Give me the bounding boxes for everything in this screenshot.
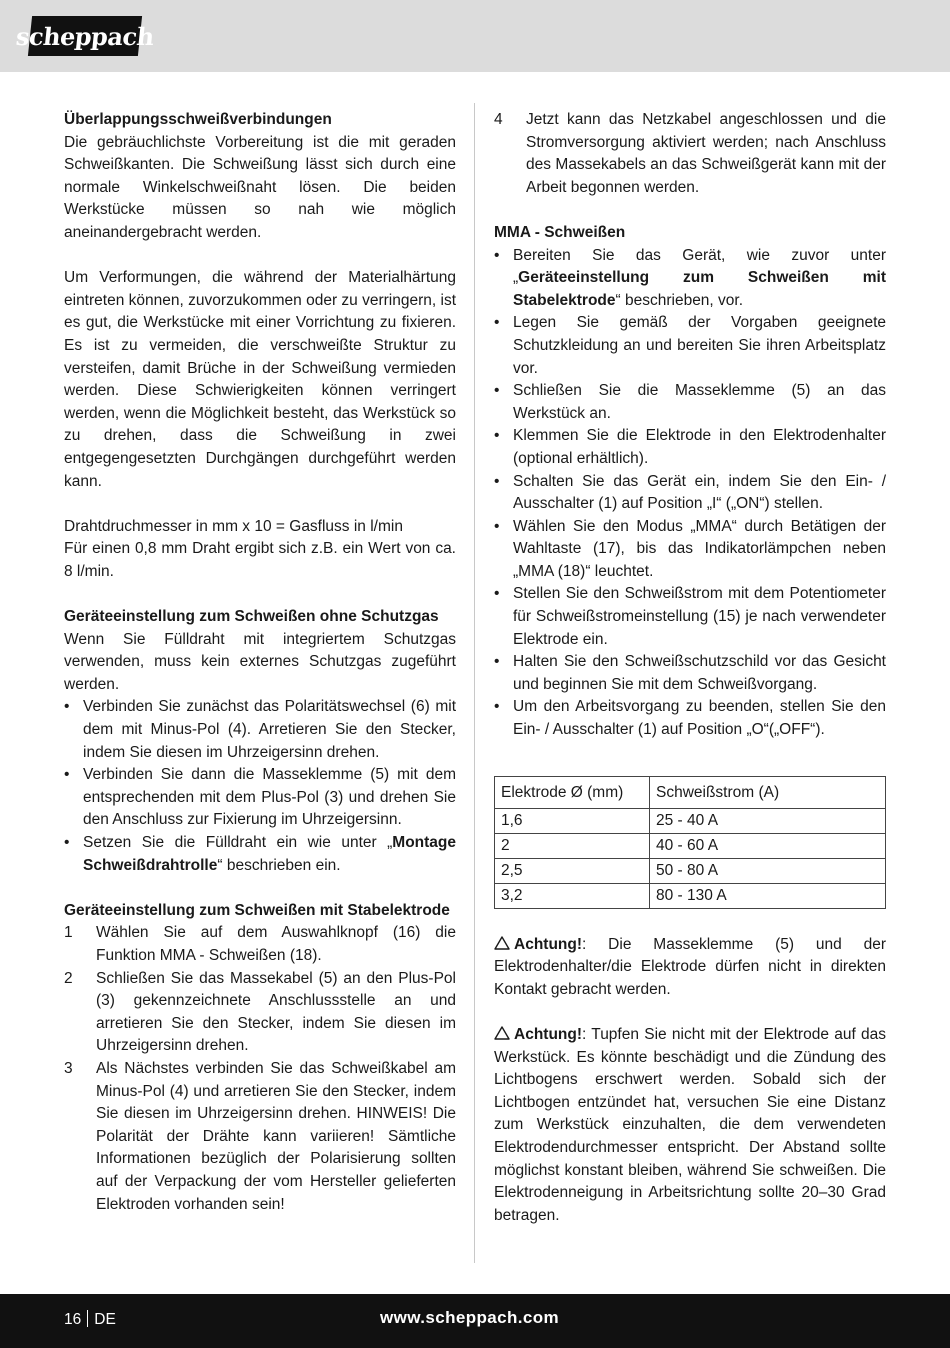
- electrode-current-table: [494, 776, 886, 909]
- table-row: [495, 883, 886, 908]
- right-column: [494, 109, 886, 1227]
- warning-triangle-icon: [494, 1026, 510, 1040]
- list-item: • Klemmen Sie die Elektrode in den Elektrodenhalter (optional erhältlich).: [494, 425, 886, 470]
- section-text-no-gas: Wenn Sie Fülldraht mit integriertem Schutzgas verwenden, muss kein externes Schutzgas zugeführt werden.: [64, 630, 456, 693]
- column-divider: [474, 103, 475, 1263]
- table-cell: 40 - 60 A: [650, 833, 886, 858]
- left-column: [64, 109, 456, 1216]
- reference-setup: Geräteeinstellung zum Schweißen mit Stabelektrode: [513, 269, 886, 309]
- gas-flow-example: Für einen 0,8 mm Draht ergibt sich z.B. ein Wert von ca. 8 l/min.: [64, 540, 456, 580]
- list-item: • Bereiten Sie das Gerät, wie zuvor unter „Geräteeinstellung zum Schweißen mit Stabelektrode“ beschrieben, vor.: [494, 245, 886, 313]
- stick-electrode-steps: [64, 922, 456, 1216]
- mma-bullet-list: [494, 245, 886, 742]
- section-title-overlap-welds: Überlappungsschweißverbindungen: [64, 111, 332, 128]
- scheppach-logo: scheppach: [28, 16, 142, 56]
- section-text-overlap-welds: Die gebräuchlichste Vorbereitung ist die mit geraden Schweißkanten. Die Schweißung lässt sich durch eine normale Winkelschweißnaht lösen. Die beiden Werkstücke müssen so nah wie möglich aneinandergebracht werden.: [64, 133, 456, 241]
- section-title-no-gas: Geräteeinstellung zum Schweißen ohne Schutzgas: [64, 608, 439, 626]
- list-item: 1 Wählen Sie auf dem Auswahlknopf (16) die Funktion MMA - Schweißen (18).: [64, 924, 456, 964]
- table-cell: 80 - 130 A: [650, 883, 886, 908]
- list-item: 2 Schließen Sie das Massekabel (5) an den Plus-Pol (3) gekennzeichnete Anschlussstelle an und arretieren Sie den Stecker, indem Sie diesen im Uhrzeigersinn drehen.: [64, 969, 456, 1055]
- gas-flow-formula: Drahtdruchmesser in mm x 10 = Gasfluss in l/min: [64, 517, 403, 535]
- warning-triangle-icon: [494, 936, 510, 950]
- warning-contact: Achtung!: Die Masseklemme (5) und der Elektrodenhalter/die Elektrode dürfen nicht in direkten Kontakt gebracht werden.: [494, 935, 886, 998]
- list-item: 3 Als Nächstes verbinden Sie das Schweißkabel am Minus-Pol (4) und arretieren Sie den Stecker, indem Sie diesen im Uhrzeigersinn drehen. HINWEIS! Die Polarität der Drähte kann variieren! Sämtliche Informationen bezüglich der Polarisierung sollten auf der Verpackung der vom Hersteller gelieferten Elektroden vorhanden sein!: [64, 1059, 456, 1213]
- header-bar: [0, 0, 950, 72]
- table-cell: 50 - 80 A: [650, 858, 886, 883]
- paragraph-deformation: Um Verformungen, die während der Materialhärtung eintreten können, zuvorzukommen oder zu verringern, ist es gut, die Werkstücke mit einer Vorrichtung zu fixieren. Es ist zu vermeiden, die verschweißte Struktur zu versteifen, damit Brüche in der Schweißung vermieden werden. Diese Schwierigkeiten können verringert werden, wenn die Möglichkeit besteht, das Werkstück so zu drehen, dass die Schweißung in zwei entgegengesetzten Durchgängen durchgeführt werden kann.: [64, 269, 457, 490]
- table-row: [495, 833, 886, 858]
- table-header-cell: Elektrode Ø (mm): [495, 776, 650, 808]
- list-item: • Setzen Sie die Fülldraht ein wie unter „Montage Schweißdrahtrolle“ beschrieben ein.: [64, 832, 456, 877]
- table-cell: 3,2: [495, 883, 650, 908]
- no-gas-bullet-list: [64, 696, 456, 877]
- list-item: • Halten Sie den Schweißschutzschild vor das Gesicht und beginnen Sie mit dem Schweißvorgang.: [494, 651, 886, 696]
- table-cell: 2: [495, 833, 650, 858]
- table-cell: 1,6: [495, 808, 650, 833]
- table-cell: 25 - 40 A: [650, 808, 886, 833]
- section-title-mma: MMA - Schweißen: [494, 223, 626, 241]
- section-title-stick-electrode: Geräteeinstellung zum Schweißen mit Stabelektrode: [64, 901, 450, 919]
- table-cell: 2,5: [495, 858, 650, 883]
- list-item: • Wählen Sie den Modus „MMA“ durch Betätigen der Wahltaste (17), bis das Indikatorlämpchen neben „MMA (18)“ leuchtet.: [494, 516, 886, 584]
- table-header-row: [495, 776, 886, 808]
- warning-tapping: Achtung!: Tupfen Sie nicht mit der Elektrode auf das Werkstück. Es könnte beschädigt und die Zündung des Lichtbogens erschwert werden. Sobald sich der Lichtbogen entzündet hat, versuchen Sie eine Distanz zum Werkstück einzuhalten, die dem verwendeten Elektrodendurchmesser entspricht. Der Abstand sollte möglichst konstant bleiben, während Sie schweißen. Die Elektrodenneigung in Arbeitsrichtung sollte 20–30 Grad betragen.: [494, 1026, 886, 1224]
- list-item: • Verbinden Sie dann die Masseklemme (5) mit dem entsprechenden mit dem Plus-Pol (3) und drehen Sie den Anschluss zur Fixierung im Uhrzeigersinn.: [64, 764, 456, 832]
- list-item: • Schließen Sie die Masseklemme (5) an das Werkstück an.: [494, 380, 886, 425]
- website-url: www.scheppach.com: [380, 1308, 560, 1327]
- table-row: [495, 858, 886, 883]
- list-item: • Legen Sie gemäß der Vorgaben geeignete Schutzkleidung an und bereiten Sie ihren Arbeitsplatz vor.: [494, 312, 886, 380]
- language-code: DE: [94, 1311, 116, 1328]
- footer-bar: [0, 1294, 950, 1348]
- stick-electrode-steps-continued: [494, 109, 886, 199]
- list-item: 4 Jetzt kann das Netzkabel angeschlossen und die Stromversorgung aktiviert werden; nach Anschluss des Massekabels an das Schweißgerät kann mit der Arbeit begonnen werden.: [494, 111, 886, 196]
- list-item: • Stellen Sie den Schweißstrom mit dem Potentiometer für Schweißstromeinstellung (15) je nach verwendeter Elektrode ein.: [494, 583, 886, 651]
- page-number: 16 DE: [64, 1311, 116, 1328]
- table-row: [495, 808, 886, 833]
- list-item: • Schalten Sie das Gerät ein, indem Sie den Ein- / Ausschalter (1) auf Position „I“ („ON“) stellen.: [494, 471, 886, 516]
- list-item: • Verbinden Sie zunächst das Polaritätswechsel (6) mit dem mit Minus-Pol (4). Arretieren Sie den Stecker, indem Sie diesen im Uhrzeigersinn drehen.: [64, 696, 456, 764]
- table-header-cell: Schweißstrom (A): [650, 776, 886, 808]
- list-item: • Um den Arbeitsvorgang zu beenden, stellen Sie den Ein- / Ausschalter (1) auf Position „O“(„OFF“).: [494, 696, 886, 741]
- reference-montage: Montage Schweißdrahtrolle: [83, 834, 456, 874]
